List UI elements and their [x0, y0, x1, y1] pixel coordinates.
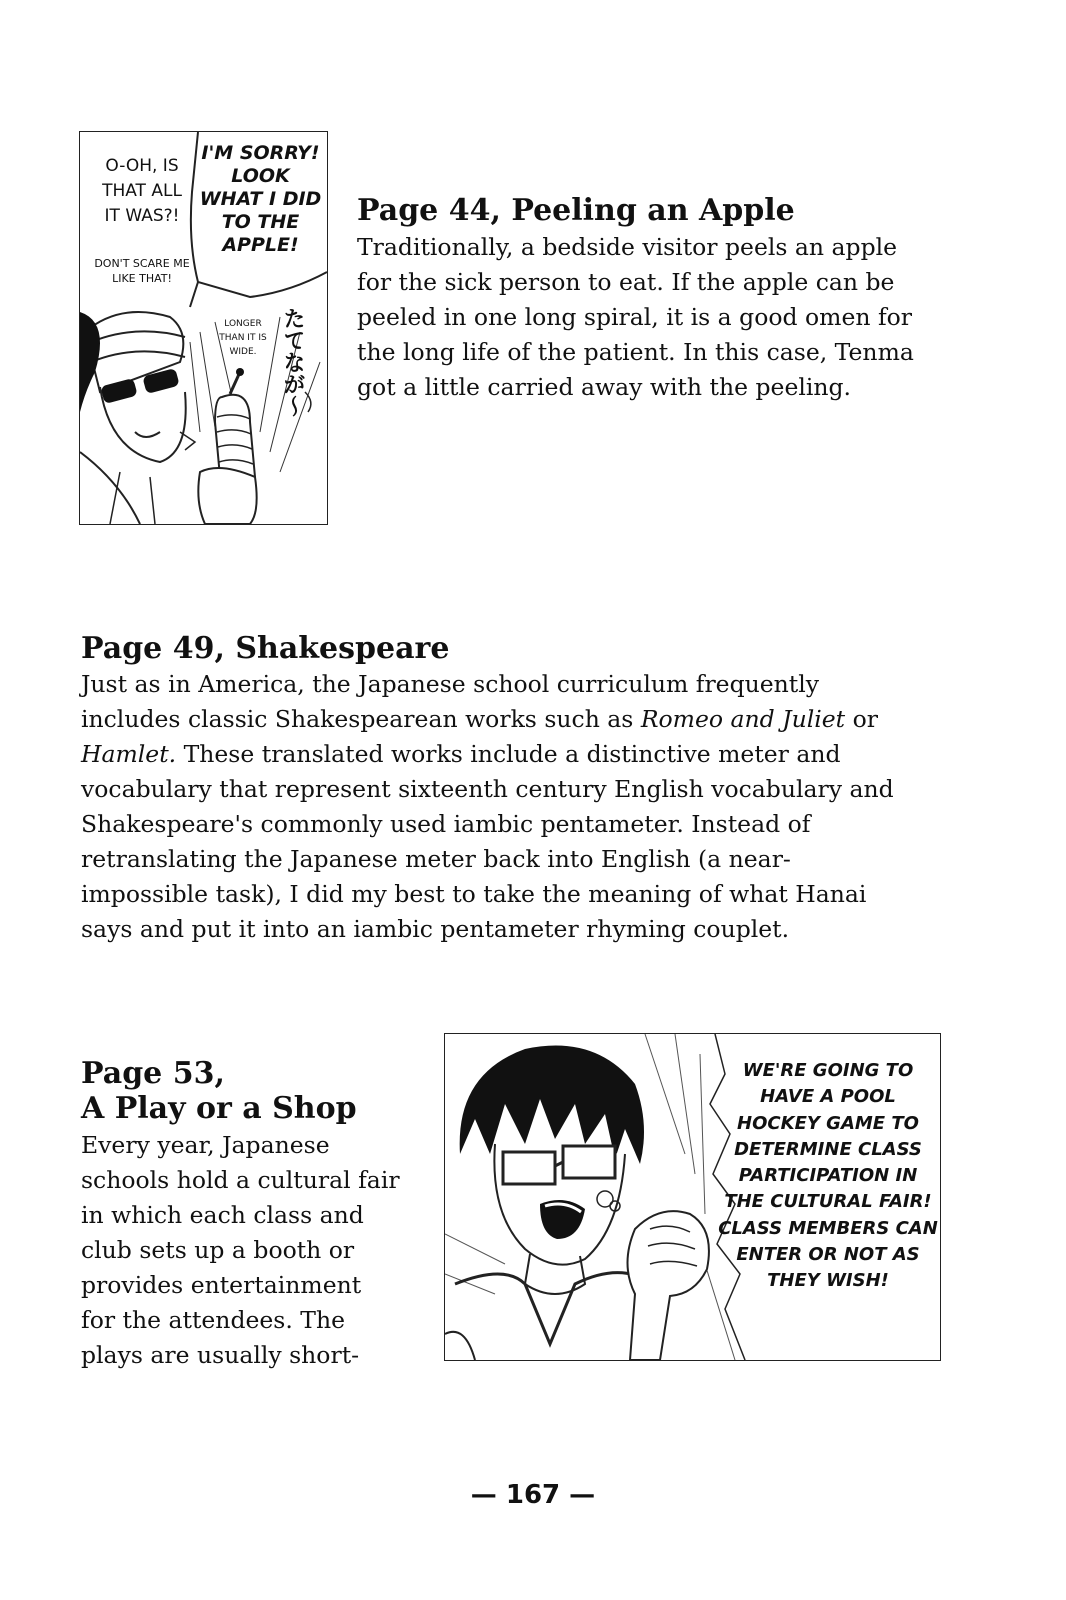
note2-line: includes classic Shakespearean works such as Romeo and Juliet or	[81, 705, 878, 733]
note2-line: says and put it into an iambic pentameter rhyming couplet.	[81, 915, 790, 943]
note3-line: Every year, Japanese	[81, 1131, 330, 1159]
page-number: — 167 —	[470, 1480, 596, 1510]
right-speech-bubble: I'M SORRY! LOOK WHAT I DID TO THE APPLE!	[199, 142, 322, 256]
note-title-play-or-shop-line1: Page 53,	[81, 1056, 225, 1091]
note1-line: got a little carried away with the peeling.	[357, 373, 852, 401]
title-hamlet: Hamlet.	[81, 740, 177, 768]
note2-line: Hamlet. These translated works include a distinctive meter and	[81, 740, 841, 768]
note3-line: schools hold a cultural fair	[81, 1166, 400, 1194]
sound-effect-tatenaga: たてなが〜	[280, 307, 305, 417]
note1-line: the long life of the patient. In this case, Tenma	[357, 338, 914, 366]
note-title-peeling-apple: Page 44, Peeling an Apple	[357, 193, 795, 228]
note3-line: club sets up a booth or	[81, 1236, 355, 1264]
note3-line: in which each class and	[81, 1201, 364, 1229]
note1-line: peeled in one long spiral, it is a good omen for	[357, 303, 913, 331]
note3-line: plays are usually short-	[81, 1341, 360, 1369]
left-small-speech: DON'T SCARE ME LIKE THAT!	[94, 257, 190, 285]
caption-longer-than-wide: LONGER THAN IT IS WIDE.	[219, 319, 267, 357]
manga-panel-pool-hockey	[444, 1033, 941, 1361]
note2-line: vocabulary that represent sixteenth century English vocabulary and	[81, 775, 894, 803]
note2-line: Just as in America, the Japanese school curriculum frequently	[81, 670, 820, 698]
title-romeo-and-juliet: Romeo and Juliet	[640, 705, 846, 733]
note3-line: provides entertainment	[81, 1271, 362, 1299]
note-title-shakespeare: Page 49, Shakespeare	[81, 631, 450, 666]
note2-line: impossible task), I did my best to take the meaning of what Hanai	[81, 880, 867, 908]
note1-line: for the sick person to eat. If the apple can be	[357, 268, 895, 296]
note2-line: Shakespeare's commonly used iambic pentameter. Instead of	[81, 810, 811, 838]
left-speech-bubble: O-OH, IS THAT ALL IT WAS?!	[102, 156, 182, 226]
note2-line: retranslating the Japanese meter back into English (a near-	[81, 845, 791, 873]
note1-line: Traditionally, a bedside visitor peels an apple	[357, 233, 898, 261]
note3-line: for the attendees. The	[81, 1306, 346, 1334]
manga-panel-apple	[79, 131, 328, 525]
note-title-play-or-shop-line2: A Play or a Shop	[81, 1091, 357, 1126]
shouting-speech-bubble: WE'RE GOING TO HAVE A POOL HOCKEY GAME TO DETERMINE CLASS PARTICIPATION IN THE CULTURAL FAIR! CLASS MEMBERS CAN ENTER OR NOT AS THEY WISH!	[718, 1060, 938, 1292]
